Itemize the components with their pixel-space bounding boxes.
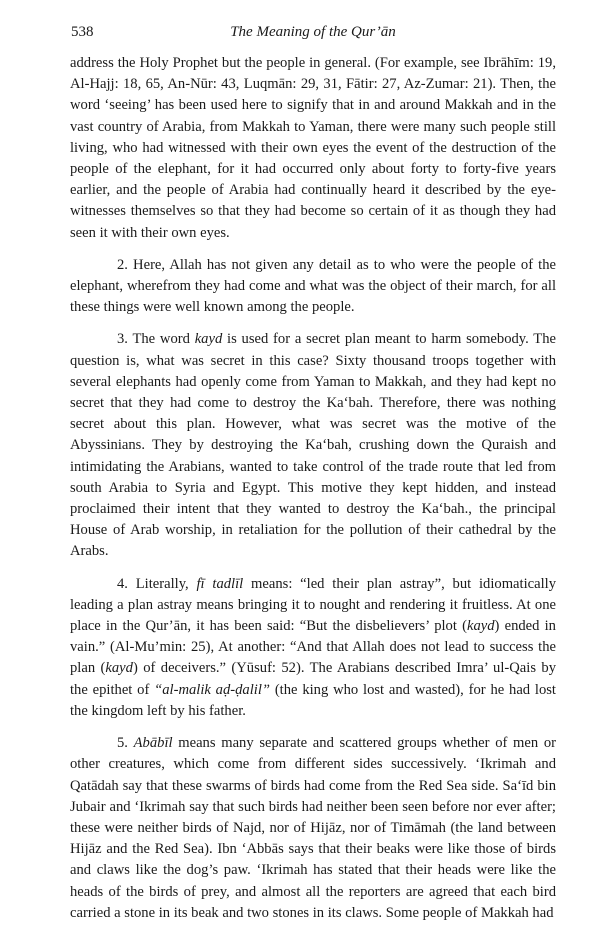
page-header <box>71 24 555 48</box>
text-segment: address the Holy Prophet but the people in general. (For example, see Ibrāhīm: 19, Al-Hajj: 18, 65, An-Nūr: 43, Luqmān: 29, 31, Fātir: 27, Az-Zumar: 21). Then, the word ‘seeing’ has been used here to signify that in and around Makkah and in the vast country of Arabia, from Makkah to Yaman, there were many such people still living, who had witnessed with their own eyes the event of the destruction of the people of the elephant, for it had occurred only about forty to forty-five years earlier, and the people of Arabia had continually heard it described by the eye-witnesses themselves so that they had become so certain of it as though they had seen it with their own eyes. <box>70 55 556 241</box>
italic-term: Abābīl <box>133 735 173 752</box>
paragraph-continuation <box>70 53 556 244</box>
note-3 <box>70 329 556 562</box>
text-segment: 5. <box>117 735 134 752</box>
text-segment: 2. Here, Allah has not given any detail as to who were the people of the elephant, wherefrom they had come and what was the object of their march, for all these things were well known among the people. <box>70 256 556 316</box>
text-segment: means: “led their plan astray”, but idiomatically leading a plan astray means bringing it to nought and rendering it fruitless. At one place in the Qur’ān, it has been said: “But the disbelievers’ plot ( <box>70 575 556 635</box>
italic-term: fī tadlīl <box>196 575 244 592</box>
running-title: The Meaning of the Qur’ān <box>230 24 396 40</box>
text-segment: 3. The word <box>117 331 195 348</box>
text-segment: ) ended in vain.” (Al-Mu’min: 25), At another: “And that Allah does not lead to success the plan ( <box>70 618 556 677</box>
note-4 <box>70 574 556 722</box>
text-segment: 4. Literally, <box>117 575 197 592</box>
note-5 <box>70 733 556 924</box>
italic-term: “al-malik aḍ-ḍalil” <box>154 681 271 698</box>
italic-term: kayd <box>194 331 223 348</box>
text-segment: (the king who lost and wasted), for he had lost the kingdom left by his father. <box>70 681 556 719</box>
note-2 <box>70 255 556 319</box>
text-segment: means many separate and scattered groups whether of men or other creatures, which come from different sides successively. ‘Ikrimah and Qatādah say that these swarms of birds had come from the Red Sea side. Sa‘īd bin Jubair and ‘Ikrimah say that such birds had neither been seen before nor ever after; these were neither birds of Najd, nor of Hijāz, nor of Timāmah (the land between Hijāz and the Red Sea). Ibn ‘Abbās says that their beaks were like those of birds and claws like the dog’s paw. ‘Ikrimah has stated that their heads were like the heads of the birds of prey, and almost all the reporters are agreed that each bird carried a stone in its beak and two stones in its claws. Some people of Makkah had <box>70 735 557 921</box>
text-segment: is used for a secret plan meant to harm somebody. The question is, what was secret in this case? Sixty thousand troops together with several elephants had openly come from Yaman to Makkah, and they had kept no secret that they had come to destroy the Ka‘bah. Therefore, there was nothing secret about this plan. However, what was secret was the motive of the Abyssinians. They by destroying the Ka‘bah, crushing down the Quraish and intimidating the Arabians, wanted to take control of the trade route that led from south Arabia to Syria and Egypt. This motive they kept hidden, and instead proclaimed their intent that they wanted to destroy the Ka‘bah., the principal House of Arab worship, in retaliation for the pollution of their cathedral by the Arabs. <box>70 331 556 560</box>
italic-term: kayd <box>105 660 133 677</box>
page-number: 538 <box>71 24 94 40</box>
page-body <box>70 53 556 935</box>
italic-term: kayd <box>466 618 495 635</box>
text-segment: ) of deceivers.” (Yūsuf: 52). The Arabians described Imra’ ul-Qais by the epithet of <box>70 660 556 698</box>
